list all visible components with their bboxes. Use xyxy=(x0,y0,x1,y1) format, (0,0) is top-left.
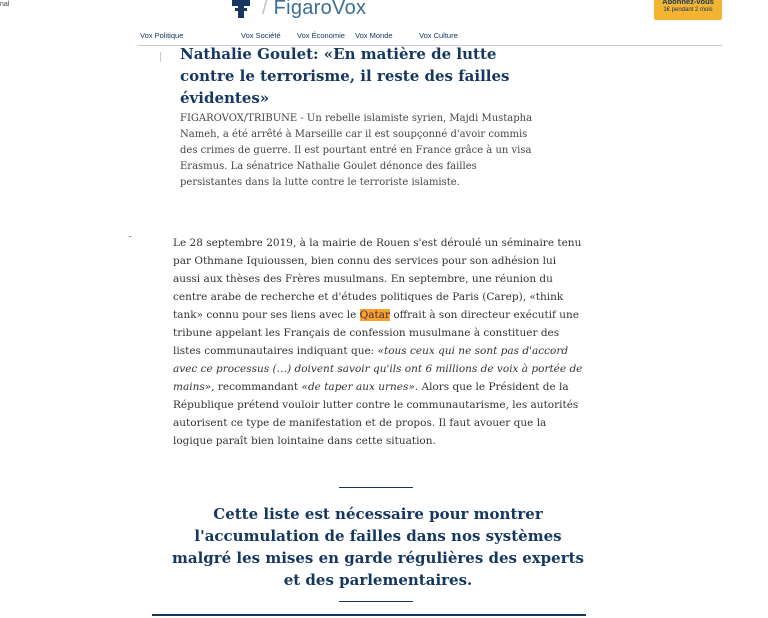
pull-quote-divider-bottom xyxy=(339,601,413,602)
paragraph-quote: «de taper aux urnes» xyxy=(301,381,415,393)
subscribe-button[interactable] xyxy=(654,0,722,20)
qatar-highlight-link[interactable]: Qatar xyxy=(359,309,391,321)
site-name: FigaroVox xyxy=(273,0,367,19)
nav-item-vox-societe[interactable]: Vox Société xyxy=(241,31,281,40)
figaro-logo-icon xyxy=(228,0,254,18)
headline-marker xyxy=(160,52,161,62)
article-paragraph xyxy=(173,234,585,450)
pull-quote: Cette liste est nécessaire pour montrer l'accumulation de failles dans nos systèmes malgré les mises en garde régulières des experts et des parlementaires. xyxy=(171,505,584,589)
nav-item-vox-monde[interactable]: Vox Monde xyxy=(355,31,393,40)
paragraph-text: offrait à son directeur exécutif une tribune appelant les Français de confession musulmane à constituer des listes communautaires indiquant que: xyxy=(173,309,580,357)
subscribe-label: Abonnez-vous xyxy=(662,0,714,6)
logo-separator: / xyxy=(262,0,268,19)
pull-quote-divider-top xyxy=(339,487,413,488)
bottom-rule xyxy=(152,614,586,616)
nav-item-vox-politique[interactable]: Vox Politique xyxy=(140,31,184,40)
article-headline[interactable]: Nathalie Goulet: «En matière de lutte contre le terrorisme, il reste des failles évidentes» xyxy=(180,45,510,107)
article-chapo: FIGAROVOX/TRIBUNE - Un rebelle islamiste syrien, Majdi Mustapha Nameh, a été arrêté à Marseille car il est soupçonné d'avoir commis des crimes de guerre. Il est pourtant entré en France grâce à un visa Erasmus. La sénatrice Nathalie Goulet dénonce des failles persistantes dans la lutte contre le terroriste islamiste. xyxy=(180,113,533,188)
site-logo[interactable] xyxy=(228,0,366,18)
decorative-dot xyxy=(129,236,131,237)
nav-item-vox-economie[interactable]: Vox Économie xyxy=(297,31,345,40)
paragraph-text: . Alors que le Président de la République prétend vouloir lutter contre le communautarisme, les autorités autorisent ce type de manifestation et de propos. Il faut avouer que la logique paraît bien lointaine dans cette situation. xyxy=(173,381,579,447)
paragraph-text: Le 28 septembre 2019, à la mairie de Rouen s'est déroulé un séminaire tenu par Othmane Iquioussen, bien connu des services pour son adhésion lui aussi aux thèses des Frères musulmans. En septembre, une réunion du centre arabe de recherche et d'études politiques de Paris (Carep), «think tank» connu pour ses liens avec le xyxy=(173,237,582,321)
paragraph-text: , recommandant xyxy=(211,381,302,393)
subscribe-offer: 1€ pendant 2 mois xyxy=(663,7,713,13)
nav-item-vox-culture[interactable]: Vox Culture xyxy=(419,31,458,40)
paragraph-quote: «tous ceux qui ne sont pas d'accord avec ce processus (…) doivent savoir qu'ils ont 6 millions de voix à portée de mains» xyxy=(173,345,583,393)
corner-text: nal xyxy=(0,1,10,8)
